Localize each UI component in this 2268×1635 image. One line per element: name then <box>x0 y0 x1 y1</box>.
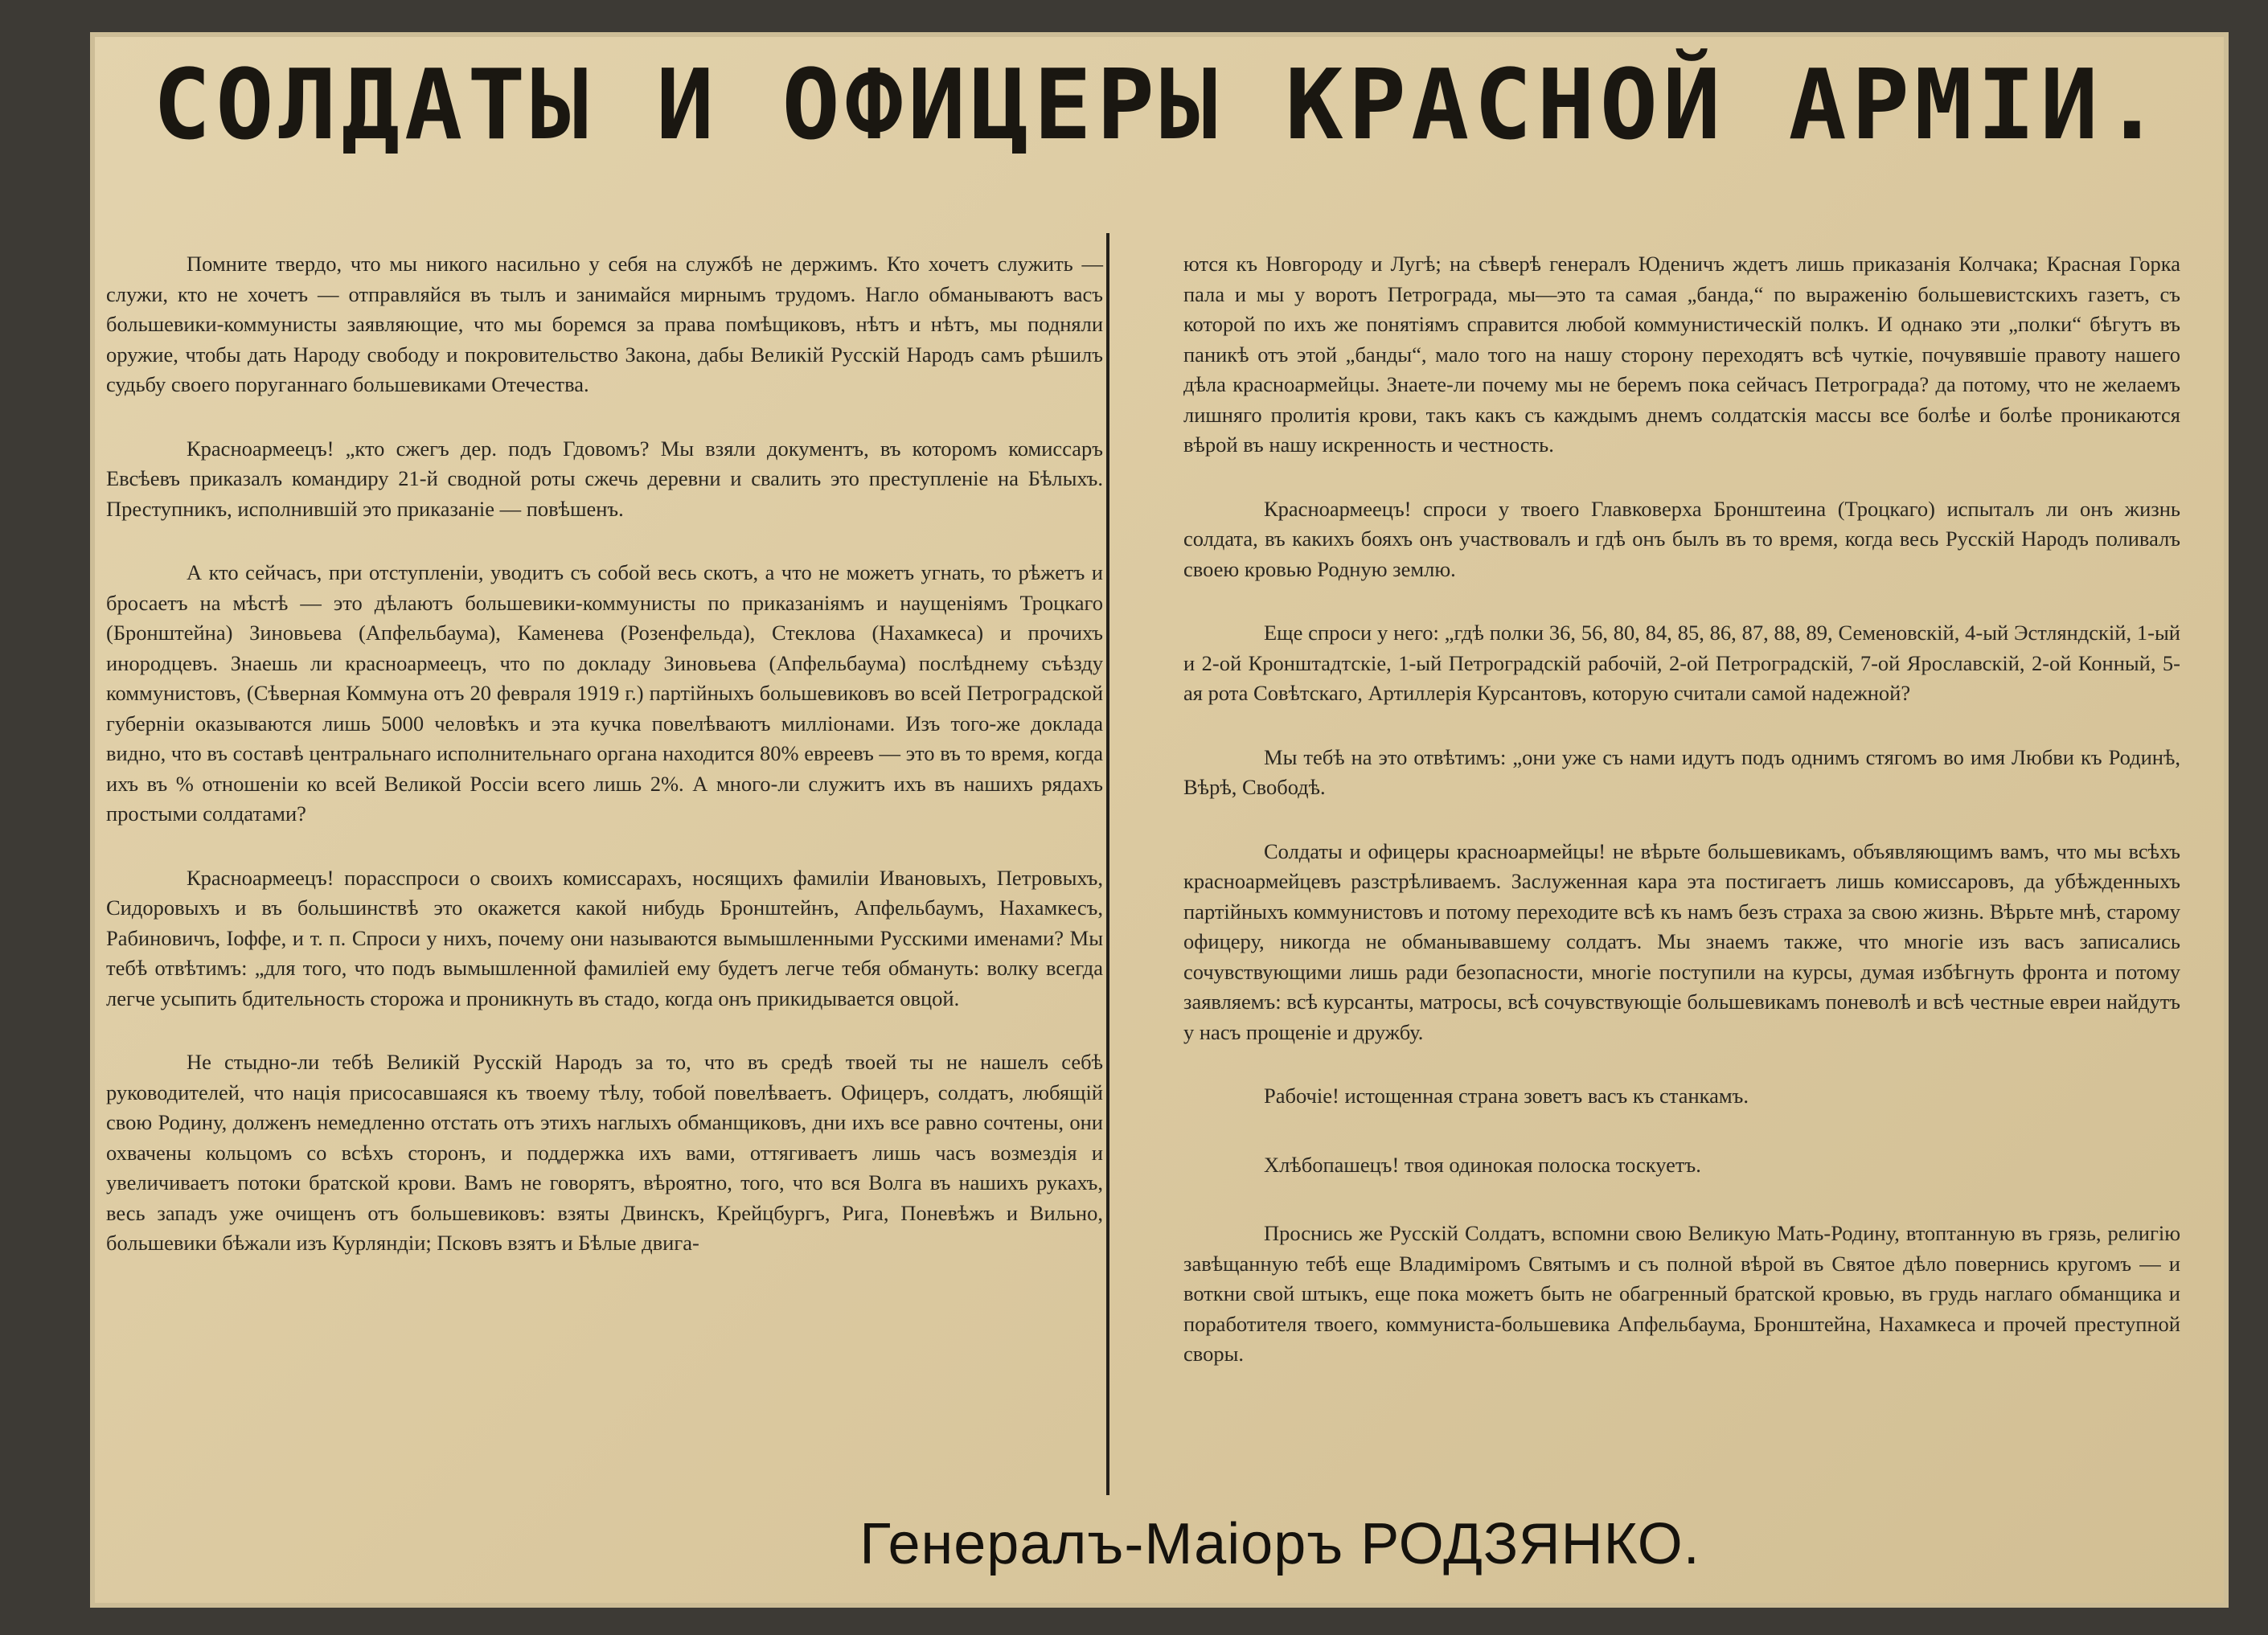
column-divider <box>1106 233 1109 1495</box>
right-column <box>1183 249 2180 1403</box>
signature: Генералъ-Маiоръ РОДЗЯНКО. <box>859 1512 1700 1576</box>
right-paragraph-6: Рабочiе! истощенная страна зоветъ васъ къ станкамъ. <box>1264 1084 1749 1108</box>
leaflet-sheet <box>90 32 2229 1608</box>
right-paragraph-1: ются къ Новгороду и Лугѣ; на сѣверѣ генералъ Юденичъ ждетъ лишь приказанiя Колчака; Красная Горка пала и мы у воротъ Петрограда, мы—это та самая „банда,“ по выраженiю большевистскихъ газетъ, съ которой по ихъ же понятiямъ справится любой коммунистическiй полкъ. И однако эти „полки“ бѣгутъ въ паникѣ отъ этой „банды“, мало того на нашу сторону переходятъ всѣ чуткiе, почувявшiе правоту нашего дѣла красноармейцы. Знаете-ли почему мы не беремъ пока сейчасъ Петрограда? да потому, что не желаемъ лишняго пролитiя крови, такъ какъ съ каждымъ днемъ солдатскiя массы все болѣе и болѣе проникаются вѣрой въ нашу искренность и честность. <box>1183 252 2180 457</box>
right-paragraph-8: Проснись же Русскiй Солдатъ, вспомни свою Великую Мать-Родину, втоптанную въ грязь, религiю завѣщанную тебѣ еще Владимiромъ Святымъ и съ полной вѣрой въ Святое дѣло повернись кругомъ — и воткни свой штыкъ, еще пока можетъ быть не обагренный братской кровью, въ грудь наглаго обманщика и поработителя твоего, коммуниста-большевика Апфельбаума, Бронштейна, Нахамкеса и прочей преступной своры. <box>1183 1221 2180 1366</box>
right-paragraph-2: Красноармеецъ! спроси у твоего Главковерха Бронштеина (Троцкаго) испыталъ ли онъ жизнь солдата, въ какихъ бояхъ онъ участвовалъ и гдѣ онъ былъ въ то время, когда весь Русскiй Народъ поливалъ своею кровью Родную землю. <box>1183 496 2180 581</box>
right-paragraph-3: Еще спроси у него: „гдѣ полки 36, 56, 80, 84, 85, 86, 87, 88, 89, Семеновскiй, 4-ый Эстляндскiй, 1-ый и 2-ой Кронштадтскiе, 1-ый Петроградскiй рабочiй, 2-ой Петроградскiй, 7-ой Ярославскiй, 2-ой Конный, 5-ая рота Совѣтскаго, Артиллерiя Курсантовъ, которую считали самой надежной? <box>1183 621 2180 705</box>
right-paragraph-4: Мы тебѣ на это отвѣтимъ: „они уже съ нами идутъ подъ однимъ стягомъ во имя Любви къ Родинѣ, Вѣрѣ, Свободѣ. <box>1183 744 2180 799</box>
left-paragraph-5: Не стыдно-ли тебѣ Великiй Русскiй Народъ за то, что въ средѣ твоей ты не нашелъ себѣ руководителей, что нацiя присосавшаяся къ твоему тѣлу, тобой повелѣваетъ. Офицеръ, солдатъ, любящiй свою Родину, долженъ немедленно отстать отъ этихъ наглыхъ обманщиковъ, дни ихъ все равно сочтены, они охвачены кольцомъ со всѣхъ сторонъ, и поддержка ихъ вами, оттягиваетъ лишь часъ возмездiя и увеличиваетъ потоки братской крови. Вамъ не говорятъ, вѣроятно, того, что вся Волга въ нашихъ рукахъ, весь западъ уже очищенъ отъ большевиковъ: взяты Двинскъ, Крейцбургъ, Рига, Поневѣжъ и Вильно, большевики бѣжали изъ Курляндiи; Псковъ взятъ и Бѣлые двига- <box>106 1050 1103 1255</box>
left-paragraph-2: Красноармеецъ! „кто сжегъ дер. подъ Гдовомъ? Мы взяли документъ, въ которомъ комиссаръ Евсѣевъ приказалъ командиру 21-й сводной роты сжечь деревни и свалить это преступленiе на Бѣлыхъ. Преступникъ, исполнившiй это приказанiе — повѣшенъ. <box>106 436 1103 521</box>
right-paragraph-7: Хлѣбопашецъ! твоя одинокая полоска тоскуетъ. <box>1264 1152 1701 1177</box>
right-paragraph-5: Солдаты и офицеры красноармейцы! не вѣрьте большевикамъ, объявляющимъ вамъ, что мы всѣхъ красноармейцевъ разстрѣливаемъ. Заслуженная кара эта постигаетъ лишь комиссаровъ, да убѣжденныхъ партiйныхъ коммунистовъ и потому переходите всѣ къ намъ безъ страха за свою жизнь. Вѣрьте мнѣ, старому офицеру, никогда не обманывавшему солдатъ. Мы знаемъ также, что многiе изъ васъ записались сочувствующими лишь ради безопасности, многiе поступили на курсы, думая избѣгнуть фронта и потому заявляемъ: всѣ курсанты, матросы, всѣ сочувствующiе большевикамъ поневолѣ и всѣ честные евреи найдутъ у насъ прощенiе и дружбу. <box>1183 838 2180 1044</box>
left-paragraph-4: Красноармеецъ! порасспроси о своихъ комиссарахъ, носящихъ фамилiи Ивановыхъ, Петровыхъ, Сидоровыхъ и въ большинствѣ это окажется какой нибудь Бронштейнъ, Апфельбаумъ, Нахамкесъ, Рабиновичъ, Iоффе, и т. п. Спроси у нихъ, почему они называются вымышленными Русскими именами? Мы тебѣ отвѣтимъ: „для того, что подъ вымышленной фамилiей ему будетъ легче тебя обмануть: волку всегда легче усыпить бдительность сторожа и проникнуть въ стадо, когда онъ прикидывается овцой. <box>106 865 1103 1010</box>
left-paragraph-1: Помните твердо, что мы никого насильно у себя на службѣ не держимъ. Кто хочетъ служить — служи, кто не хочетъ — отправляйся въ тылъ и занимайся мирнымъ трудомъ. Нагло обманываютъ васъ большевики-коммунисты заявляющие, что мы боремся за права помѣщиковъ, нѣтъ и нѣтъ, мы подняли оружие, чтобы дать Народу свободу и покровительство Закона, дабы Великiй Русскiй Народъ самъ рѣшилъ судьбу своего поруганнаго большевиками Отечества. <box>106 252 1103 396</box>
page-title: СОЛДАТЫ И ОФИЦЕРЫ КРАСНОЙ АРМIИ. <box>153 50 2166 162</box>
left-column <box>106 249 1103 1293</box>
left-paragraph-3: А кто сейчасъ, при отступленiи, уводитъ съ собой весь скотъ, а что не можетъ угнать, то рѣжетъ и бросаетъ на мѣстѣ — это дѣлаютъ большевики-коммунисты по приказанiямъ и наущенiямъ Троцкаго (Бронштейна) Зиновьева (Апфельбаума), Каменева (Розенфельда), Стеклова (Нахамкеса) и прочихъ инородцевъ. Знаешь ли красноармеецъ, что по докладу Зиновьева (Апфельбаума) послѣднему съѣзду коммунистовъ, (Сѣверная Коммуна отъ 20 февраля 1919 г.) партiйныхъ большевиковъ во всей Петроградской губернiи оказываются лишь 5000 человѣкъ и эта кучка повелѣваютъ миллiонами. Изъ того-же доклада видно, что въ составѣ центральнаго исполнительнаго органа находится 80% евреевъ — это въ то время, когда ихъ въ % отношенiи ко всей Великой Россiи всего лишь 2%. А много-ли служитъ ихъ въ нашихъ рядахъ простыми солдатами? <box>106 560 1103 826</box>
